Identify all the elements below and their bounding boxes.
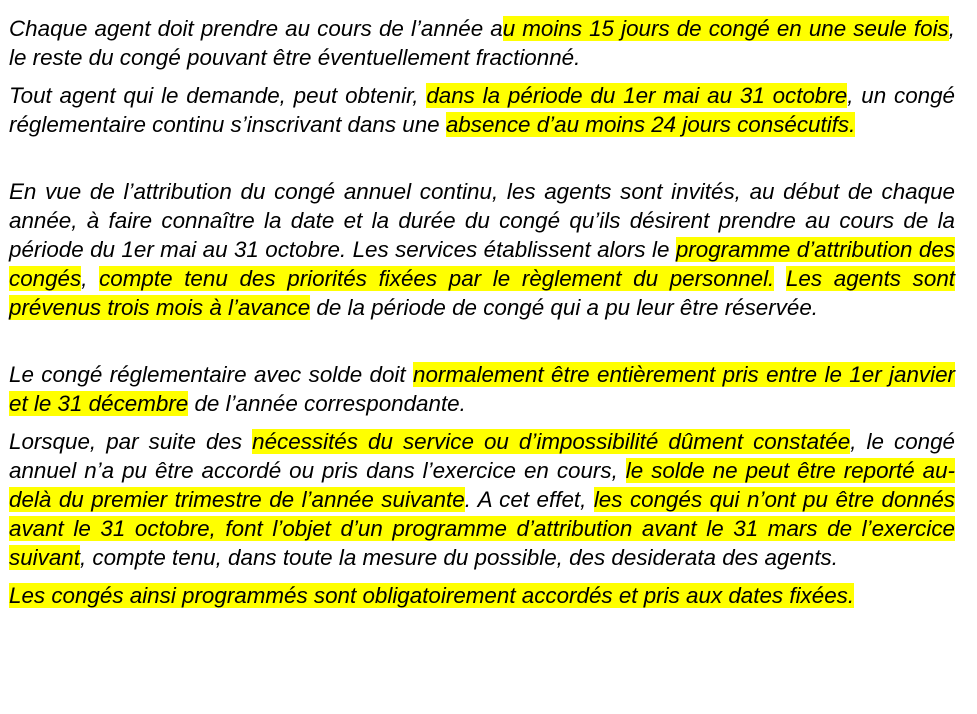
text-segment: Chaque agent doit prendre au cours de l’année a — [9, 16, 503, 41]
highlighted-text: Les congés ainsi programmés sont obligatoirement accordés et pris aux dates fixées. — [9, 583, 855, 608]
highlighted-text: nécessités du service ou d’impossibilité dûment constatée — [252, 429, 851, 454]
highlighted-text: u moins 15 jours de congé en une seule fois — [502, 16, 949, 41]
highlighted-text: Les agents sont prévenus trois mois à l’avance — [9, 266, 955, 320]
highlighted-text: le solde ne peut être reporté au-delà du premier trimestre de l’année suivante — [9, 458, 955, 512]
paragraph-conge-15-jours — [9, 14, 955, 72]
text-segment: , compte tenu, dans toute la mesure du possible, des desiderata des agents. — [79, 545, 838, 570]
highlighted-text: programme d’attribution des congés — [9, 237, 956, 291]
highlighted-text: compte tenu des priorités fixées par le règlement du personnel. — [99, 266, 775, 291]
highlighted-text: dans la période du 1er mai au 31 octobre — [426, 83, 848, 108]
paragraph-conges-programmes — [9, 581, 955, 610]
text-segment: . A cet effet, — [464, 487, 594, 512]
text-segment: Tout agent qui le demande, peut obtenir, — [9, 83, 427, 108]
text-segment: En vue de l’attribution du congé annuel continu, les agents sont invités, au début de chaque année, à faire connaître la date et la durée du congé qu’ils désirent prendre au cours de la période du 1er mai au 31 octobre. Les services établissent alors le — [9, 179, 955, 262]
text-segment: de l’année correspondante. — [188, 391, 466, 416]
document-page — [9, 14, 955, 610]
text-segment: Lorsque, par suite des — [9, 429, 253, 454]
paragraph-attribution — [9, 177, 955, 322]
text-segment: , le reste du congé pouvant être éventuellement fractionné. — [9, 16, 955, 70]
text-segment: , — [81, 266, 100, 291]
text-segment: , un congé réglementaire continu s’inscrivant dans une — [9, 83, 956, 137]
text-segment: , le congé annuel n’a pu être accordé ou pris dans l’exercice en cours, — [9, 429, 955, 483]
text-segment: de la période de congé qui a pu leur être réservée. — [310, 295, 819, 320]
paragraph-solde — [9, 360, 955, 418]
text-segment — [774, 266, 786, 291]
highlighted-text: les congés qui n’ont pu être donnés avant le 31 octobre, font l’objet d’un programme d’attribution avant le 31 mars de l’exercice suivant — [9, 487, 955, 570]
highlighted-text: normalement être entièrement pris entre le 1er janvier et le 31 décembre — [9, 362, 955, 416]
paragraph-conge-continu — [9, 81, 955, 139]
highlighted-text: absence d’au moins 24 jours consécutifs. — [445, 112, 856, 137]
text-segment: Le congé réglementaire avec solde doit — [9, 362, 413, 387]
paragraph-report — [9, 427, 955, 572]
